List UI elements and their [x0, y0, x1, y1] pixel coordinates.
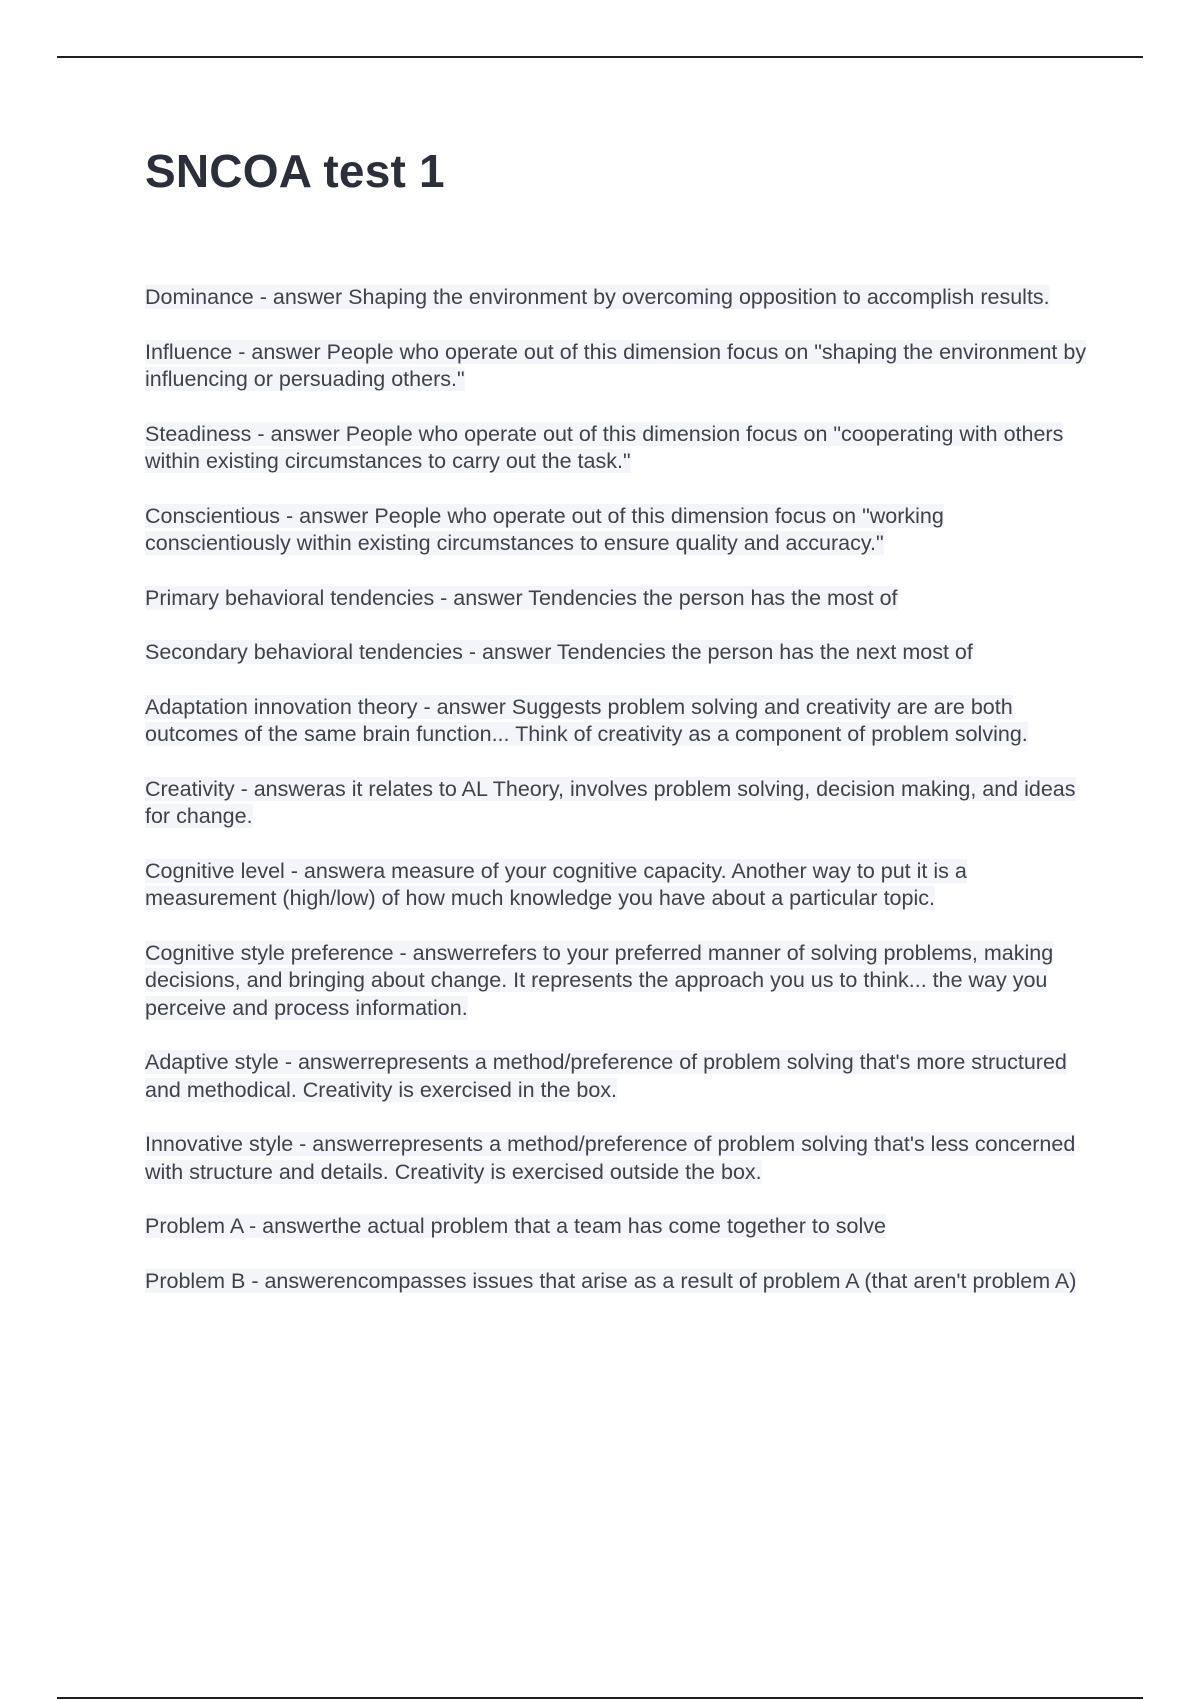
qa-item-text: Innovative style - answerrepresents a method/preference of problem solving that's less concerned with structure and details. Creativity is exercised outside the box.	[145, 1132, 1076, 1184]
qa-item-adaptation-innovation-theory	[145, 694, 1090, 749]
qa-item-primary-tendencies	[145, 585, 1090, 613]
qa-item-influence	[145, 339, 1090, 394]
bottom-rule	[57, 1697, 1143, 1699]
qa-item-steadiness	[145, 421, 1090, 476]
qa-item-text: Problem A - answerthe actual problem that a team has come together to solve	[145, 1214, 886, 1238]
qa-item-innovative-style	[145, 1131, 1090, 1186]
qa-list	[145, 284, 1090, 1322]
qa-item-text: Creativity - answeras it relates to AL Theory, involves problem solving, decision making, and ideas for change.	[145, 776, 1076, 828]
qa-item-text: Adaptive style - answerrepresents a method/preference of problem solving that's more structured and methodical. Creativity is exercised in the box.	[145, 1050, 1067, 1102]
qa-item-cognitive-style-preference	[145, 940, 1090, 1023]
qa-item-text: Cognitive style preference - answerrefers to your preferred manner of solving problems, making decisions, and bringing about change. It represents the approach you us to think... the way you perceive and process information.	[145, 940, 1054, 1020]
qa-item-conscientious	[145, 503, 1090, 558]
qa-item-text: Influence - answer People who operate out of this dimension focus on "shaping the environment by influencing or persuading others."	[145, 339, 1087, 391]
qa-item-dominance	[145, 284, 1090, 312]
qa-item-text: Primary behavioral tendencies - answer Tendencies the person has the most of	[145, 585, 898, 610]
top-rule	[57, 56, 1143, 58]
qa-item-text: Problem B - answerencompasses issues that arise as a result of problem A (that aren't problem A)	[145, 1268, 1077, 1293]
qa-item-problem-b	[145, 1268, 1090, 1296]
qa-item-text: Steadiness - answer People who operate out of this dimension focus on "cooperating with others within existing circumstances to carry out the task."	[145, 421, 1064, 473]
qa-item-text: Conscientious - answer People who operate out of this dimension focus on "working conscientiously within existing circumstances to ensure quality and accuracy."	[145, 503, 944, 555]
document-title: SNCOA test 1	[145, 145, 445, 197]
qa-item-cognitive-level	[145, 858, 1090, 913]
qa-item-text: Secondary behavioral tendencies - answer Tendencies the person has the next most of	[145, 640, 973, 664]
qa-item-problem-a	[145, 1213, 1090, 1241]
qa-item-secondary-tendencies	[145, 639, 1090, 667]
qa-item-text: Adaptation innovation theory - answer Suggests problem solving and creativity are are both outcomes of the same brain function... Think of creativity as a component of problem solving.	[145, 694, 1028, 746]
qa-item-adaptive-style	[145, 1049, 1090, 1104]
qa-item-text: Cognitive level - answera measure of your cognitive capacity. Another way to put it is a measurement (high/low) of how much knowledge you have about a particular topic.	[145, 858, 967, 910]
qa-item-text: Dominance - answer Shaping the environment by overcoming opposition to accomplish results.	[145, 285, 1050, 309]
qa-item-creativity	[145, 776, 1090, 831]
